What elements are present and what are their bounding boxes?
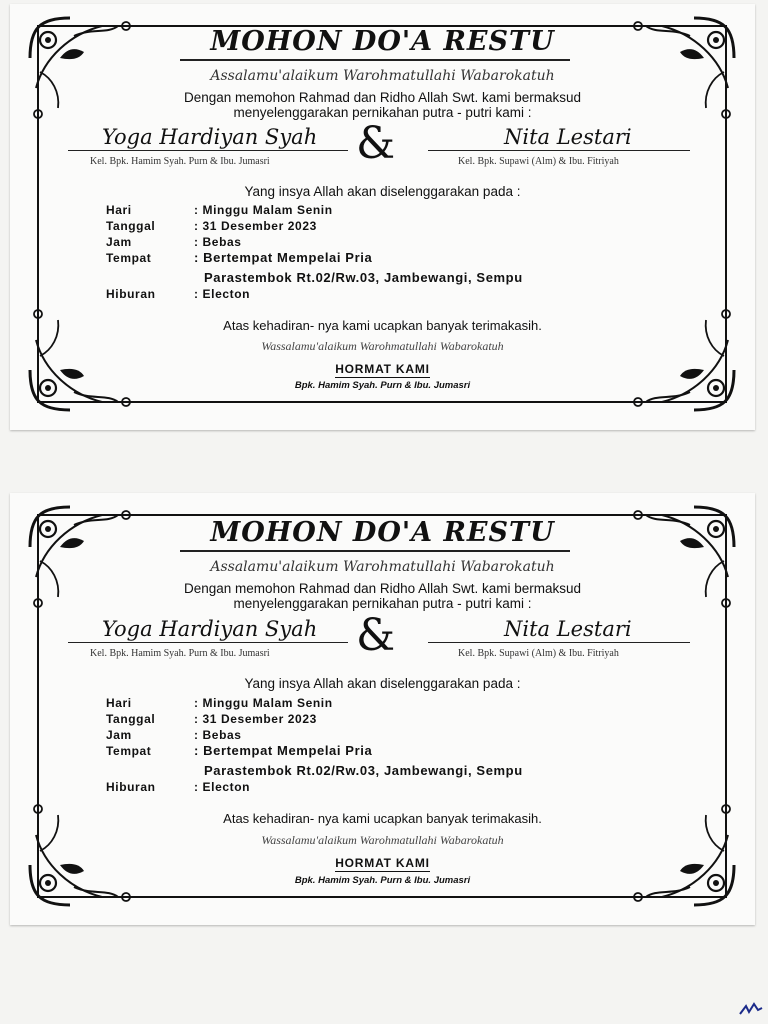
detail-value: : Bebas [194,728,242,742]
thanks-text: Atas kehadiran- nya kami ucapkan banyak terimakasih. [223,318,542,333]
detail-value: : Minggu Malam Senin [194,696,333,710]
ampersand: & [356,610,396,661]
regards-text: HORMAT KAMI [335,362,430,376]
intro-line-1: Dengan memohon Rahmad dan Ridho Allah Swt. kami bermaksud [184,581,581,596]
groom-parents: Kel. Bpk. Hamim Syah. Purn & Ibu. Jumasri [90,648,270,659]
closing-salam: Wassalamu'alaikum Warohmatullahi Wabarokatuh [261,339,504,353]
detail-label: Jam [106,728,132,742]
bride-name: Nita Lestari [504,617,632,641]
intro-line-2: menyelenggarakan pernikahan putra - putri kami : [233,105,532,120]
detail-value: : Minggu Malam Senin [194,203,333,217]
invitation-title: MOHON DO'A RESTU [210,26,555,57]
opening-salam: Assalamu'alaikum Warohmatullahi Wabarokatuh [210,559,555,575]
detail-value: : Bertempat Mempelai Pria [194,250,373,265]
intro-text [10,90,755,120]
opening-salam: Assalamu'alaikum Warohmatullahi Wabarokatuh [210,68,555,84]
scanner-mark-icon [738,998,764,1018]
regards-heading [10,362,755,376]
detail-label: Tanggal [106,219,156,233]
title-underline [180,59,570,61]
groom-underline [68,642,348,643]
title-underline [180,550,570,552]
detail-value: : 31 Desember 2023 [194,219,317,233]
invitation-card-1 [10,4,755,430]
detail-label: Hiburan [106,780,156,794]
bride-underline [428,642,690,643]
intro-line-2: menyelenggarakan pernikahan putra - putri kami : [233,596,532,611]
detail-value: Parastembok Rt.02/Rw.03, Jambewangi, Sempu [204,763,523,778]
detail-value: : Bebas [194,235,242,249]
intro-text [10,581,755,611]
event-intro: Yang insya Allah akan diselenggarakan pada : [244,676,521,691]
ampersand: & [356,118,396,169]
bride-name: Nita Lestari [504,125,632,149]
detail-label: Tempat [106,744,152,758]
detail-label: Hari [106,696,132,710]
signatory: Bpk. Hamim Syah. Purn & Ibu. Jumasri [294,380,471,391]
detail-value: : Electon [194,780,251,794]
bride-parents: Kel. Bpk. Supawi (Alm) & Ibu. Fitriyah [458,156,619,167]
intro-line-1: Dengan memohon Rahmad dan Ridho Allah Swt. kami bermaksud [184,90,581,105]
regards-heading [10,856,755,870]
detail-label: Tempat [106,251,152,265]
groom-name: Yoga Hardiyan Syah [102,125,318,149]
invitation-card-2 [10,493,755,925]
groom-name: Yoga Hardiyan Syah [102,617,318,641]
signatory: Bpk. Hamim Syah. Purn & Ibu. Jumasri [294,875,471,886]
regards-text: HORMAT KAMI [335,856,430,870]
groom-underline [68,150,348,151]
detail-value: : 31 Desember 2023 [194,712,317,726]
bride-parents: Kel. Bpk. Supawi (Alm) & Ibu. Fitriyah [458,648,619,659]
invitation-title: MOHON DO'A RESTU [210,517,555,548]
thanks-text: Atas kehadiran- nya kami ucapkan banyak terimakasih. [223,811,542,826]
detail-label: Hari [106,203,132,217]
groom-parents: Kel. Bpk. Hamim Syah. Purn & Ibu. Jumasri [90,156,270,167]
closing-salam: Wassalamu'alaikum Warohmatullahi Wabarokatuh [261,833,504,847]
detail-value: Parastembok Rt.02/Rw.03, Jambewangi, Sempu [204,270,523,285]
detail-value: : Bertempat Mempelai Pria [194,743,373,758]
detail-label: Tanggal [106,712,156,726]
detail-label: Hiburan [106,287,156,301]
event-intro: Yang insya Allah akan diselenggarakan pada : [244,184,521,199]
bride-underline [428,150,690,151]
detail-value: : Electon [194,287,251,301]
detail-label: Jam [106,235,132,249]
